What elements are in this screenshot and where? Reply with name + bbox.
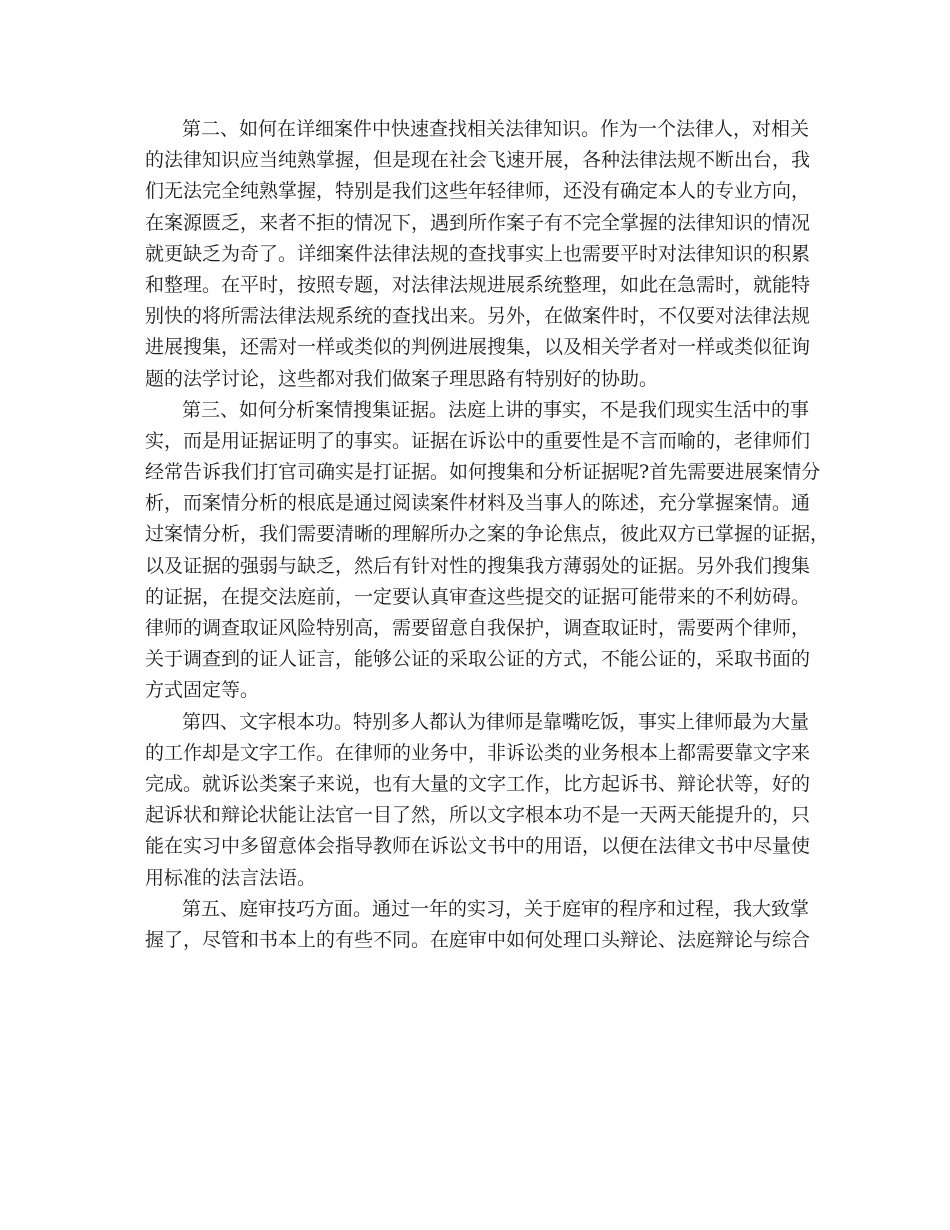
text-line: 析，而案情分析的根底是通过阅读案件材料及当事人的陈述，充分掌握案情。通 xyxy=(145,492,811,515)
text-line: 就更缺乏为奇了。详细案件法律法规的查找事实上也需要平时对法律知识的积累 xyxy=(145,242,811,265)
paragraph-fifth xyxy=(145,894,811,956)
text-line: 在案源匮乏，来者不拒的情况下，遇到所作案子有不完全掌握的法律知识的情况 xyxy=(145,211,811,234)
text-line: 能在实习中多留意体会指导教师在诉讼文书中的用语，以便在法律文书中尽量使 xyxy=(145,835,811,858)
text-line: 实，而是用证据证明了的事实。证据在诉讼中的重要性是不言而喻的，老律师们 xyxy=(145,429,811,452)
text-line: 用标准的法言法语。 xyxy=(145,866,317,889)
text-line: 起诉状和辩论状能让法官一目了然，所以文字根本功不是一天两天能提升的，只 xyxy=(145,804,811,827)
text-line: 经常告诉我们打官司确实是打证据。如何搜集和分析证据呢?首先需要进展案情分 xyxy=(145,461,821,484)
text-line: 题的法学讨论，这些都对我们做案子理思路有特别好的协助。 xyxy=(145,367,659,390)
text-line: 第二、如何在详细案件中快速查找相关法律知识。作为一个法律人，对相关 xyxy=(182,118,810,140)
text-line: 律师的调查取证风险特别高，需要留意自我保护，调查取证时，需要两个律师， xyxy=(145,617,811,639)
text-line: 别快的将所需法律法规系统的查找出来。另外，在做案件时，不仅要对法律法规 xyxy=(145,305,811,328)
document-body xyxy=(145,114,830,956)
text-line: 的法律知识应当纯熟掌握，但是现在社会飞速开展，各种法律法规不断出台，我 xyxy=(145,149,811,172)
text-line: 过案情分析，我们需要清晰的理解所办之案的争论焦点，彼此双方已掌握的证据， xyxy=(145,523,830,546)
text-line: 的证据，在提交法庭前，一定要认真审查这些提交的证据可能带来的不利妨碍。 xyxy=(145,585,811,608)
text-line: 和整理。在平时，按照专题，对法律法规进展系统整理，如此在急需时，就能特 xyxy=(145,273,811,296)
paragraph-second xyxy=(145,114,811,395)
text-line: 完成。就诉讼类案子来说，也有大量的文字工作，比方起诉书、辩论状等，好的 xyxy=(145,772,811,795)
text-line: 以及证据的强弱与缺乏，然后有针对性的搜集我方薄弱处的证据。另外我们搜集 xyxy=(145,554,811,577)
text-line: 们无法完全纯熟掌握，特别是我们这些年轻律师，还没有确定本人的专业方向， xyxy=(145,180,811,203)
text-line: 握了，尽管和书本上的有些不同。在庭审中如何处理口头辩论、法庭辩论与综合 xyxy=(145,928,811,951)
text-line: 第三、如何分析案情搜集证据。法庭上讲的事实，不是我们现实生活中的事 xyxy=(182,398,810,421)
text-line: 第五、庭审技巧方面。通过一年的实习，关于庭审的程序和过程，我大致掌 xyxy=(182,897,810,920)
text-line: 方式固定等。 xyxy=(145,679,260,702)
paragraph-third xyxy=(145,395,830,707)
text-line: 进展搜集，还需对一样或类似的判例进展搜集，以及相关学者对一样或类似征询 xyxy=(145,336,811,359)
text-line: 关于调查到的证人证言，能够公证的采取公证的方式，不能公证的，采取书面的 xyxy=(145,648,811,671)
text-line: 的工作却是文字工作。在律师的业务中，非诉讼类的业务根本上都需要靠文字来 xyxy=(145,741,811,764)
paragraph-fourth xyxy=(145,707,811,894)
text-line: 第四、文字根本功。特别多人都认为律师是靠嘴吃饭，事实上律师最为大量 xyxy=(182,710,810,733)
